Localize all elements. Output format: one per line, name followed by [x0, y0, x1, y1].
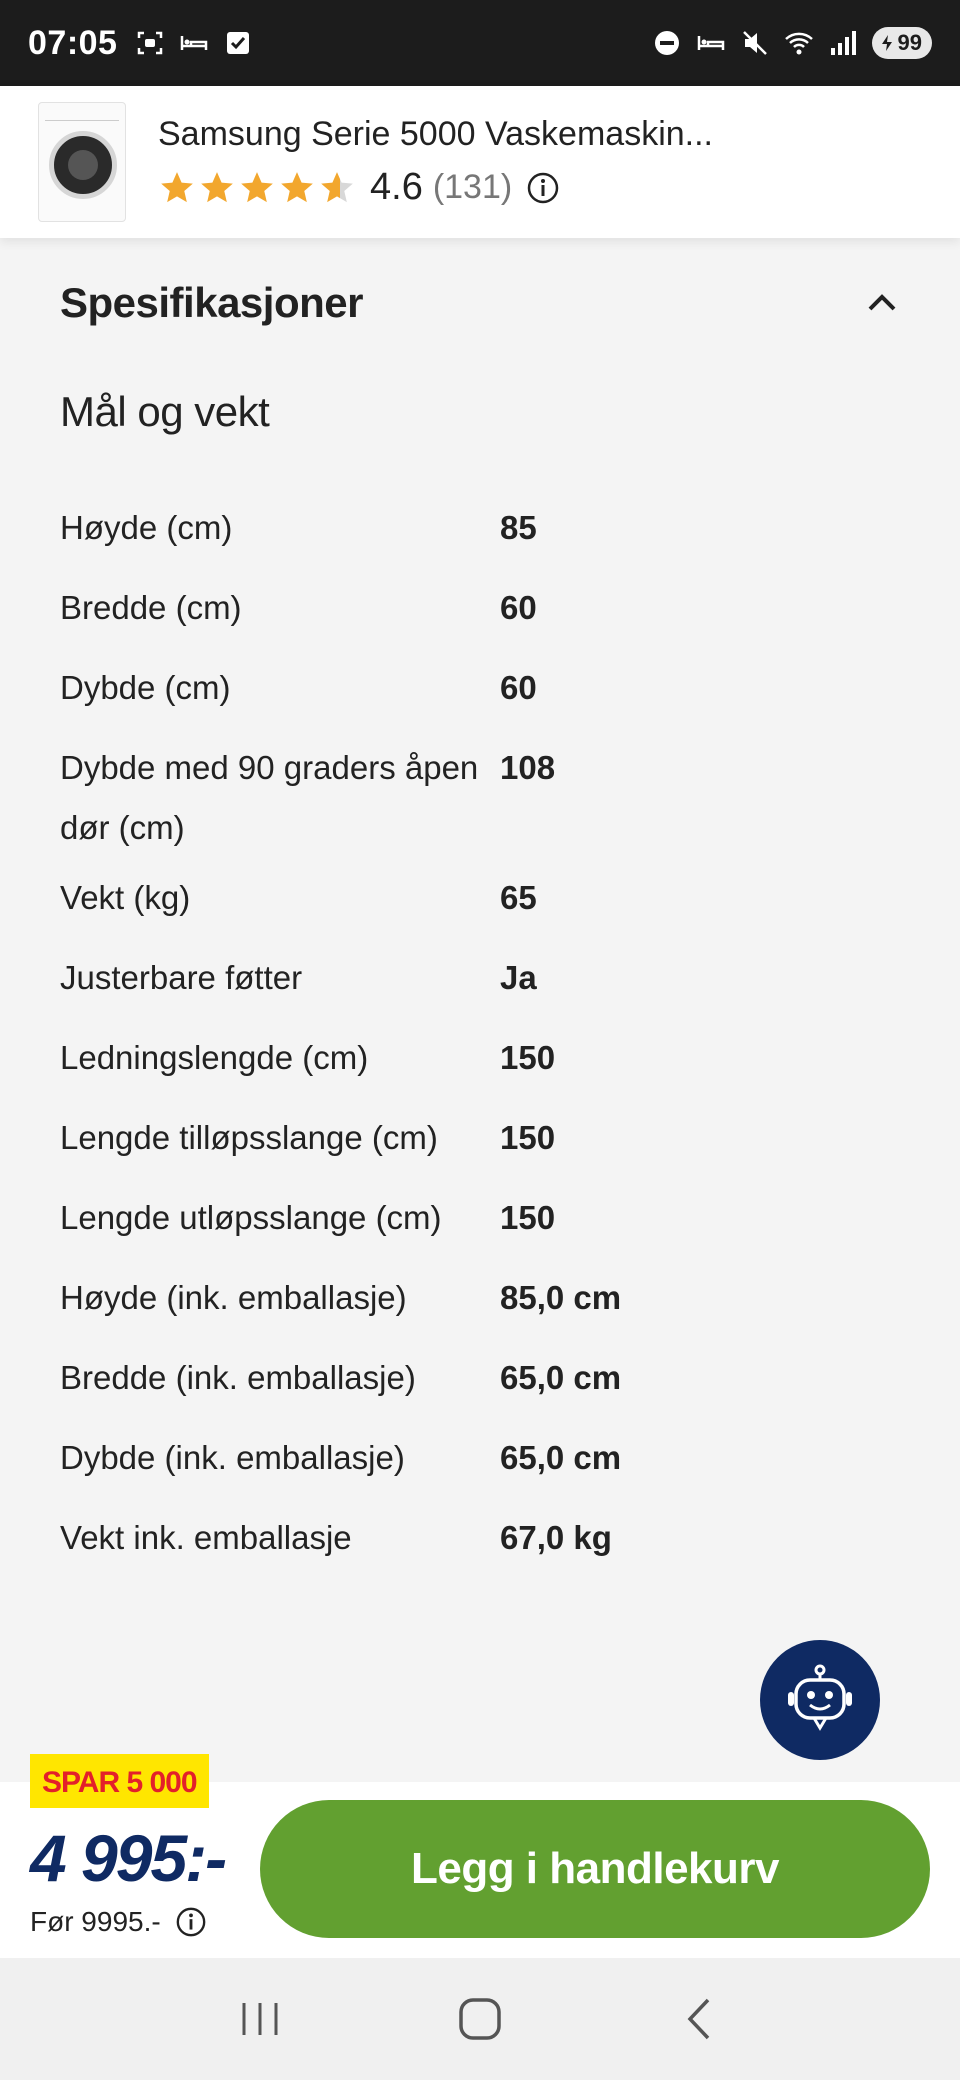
system-nav-bar [0, 1958, 960, 2080]
spec-label: Dybde med 90 graders åpen dør (cm) [60, 749, 479, 846]
sleep-icon [696, 28, 726, 58]
spec-value: 60 [500, 669, 537, 706]
spec-label: Bredde (cm) [60, 589, 242, 626]
spec-row [0, 1498, 960, 1578]
spec-label: Lengde tilløpsslange (cm) [60, 1119, 438, 1156]
screenshot-icon [135, 28, 165, 58]
product-title: Samsung Serie 5000 Vaskemaskin... [158, 115, 713, 153]
spec-row [0, 728, 960, 858]
robot-icon [780, 1660, 860, 1740]
spec-row [0, 938, 960, 1018]
info-icon[interactable] [526, 171, 560, 205]
star-icon [318, 169, 356, 207]
signal-icon [828, 28, 858, 58]
status-time: 07:05 [28, 23, 118, 62]
rating-count: (131) [432, 168, 513, 206]
spec-label: Vekt (kg) [60, 879, 191, 916]
spec-label: Ledningslengde (cm) [60, 1039, 369, 1076]
buy-bar [0, 1766, 960, 1958]
price-info-icon[interactable] [175, 1906, 207, 1938]
mute-icon [740, 28, 770, 58]
spec-row [0, 648, 960, 728]
spec-value: 65,0 cm [500, 1439, 622, 1476]
product-header-info [158, 115, 713, 209]
spec-label: Høyde (cm) [60, 509, 233, 546]
spec-value: 67,0 kg [500, 1519, 612, 1556]
spec-label: Dybde (ink. emballasje) [60, 1439, 405, 1476]
spec-value: 65,0 cm [500, 1359, 622, 1396]
spec-row [0, 1018, 960, 1098]
recents-button[interactable] [230, 1989, 290, 2049]
back-icon [680, 1996, 720, 2042]
spec-label: Høyde (ink. emballasje) [60, 1279, 407, 1316]
group-title: Mål og vekt [60, 388, 270, 435]
spec-table [0, 488, 960, 1578]
spec-label: Lengde utløpsslange (cm) [60, 1199, 442, 1236]
before-price: Før 9995.- [30, 1906, 161, 1937]
home-icon [457, 1996, 503, 2042]
status-bar [0, 0, 960, 86]
spec-row [0, 1178, 960, 1258]
spec-value: 60 [500, 589, 537, 626]
spec-row [0, 1258, 960, 1338]
wifi-icon [784, 28, 814, 58]
spec-row [0, 1098, 960, 1178]
specifications-header[interactable] [0, 238, 960, 368]
spec-label: Justerbare føtter [60, 959, 303, 996]
add-to-cart-button[interactable]: Legg i handlekurv [260, 1800, 930, 1938]
spec-value: 150 [500, 1039, 556, 1076]
section-title: Spesifikasjoner [60, 279, 363, 326]
star-icon [278, 169, 316, 207]
spec-value: 108 [500, 749, 556, 786]
star-rating [158, 169, 356, 207]
spec-value: 150 [500, 1119, 556, 1156]
status-left-icons [135, 28, 253, 58]
spec-value: 85,0 cm [500, 1279, 622, 1316]
battery-level: 99 [897, 30, 922, 55]
rating-value: 4.6 [370, 166, 423, 208]
star-icon [198, 169, 236, 207]
dnd-icon [652, 28, 682, 58]
chatbot-button[interactable] [760, 1640, 880, 1760]
before-price-row [30, 1906, 207, 1938]
back-button[interactable] [670, 1989, 730, 2049]
product-header[interactable] [0, 86, 960, 238]
spec-label: Bredde (ink. emballasje) [60, 1359, 416, 1396]
checkbox-icon [223, 28, 253, 58]
spec-row [0, 858, 960, 938]
product-thumbnail[interactable] [38, 102, 126, 222]
battery-indicator [872, 27, 932, 59]
spec-row [0, 488, 960, 568]
star-icon [238, 169, 276, 207]
spec-row [0, 1418, 960, 1498]
spec-row [0, 568, 960, 648]
price: 4 995:- [30, 1821, 226, 1895]
spec-row [0, 1338, 960, 1418]
chevron-up-icon[interactable] [864, 285, 900, 321]
spec-value: Ja [500, 959, 537, 996]
star-icon [158, 169, 196, 207]
sleep-icon [179, 28, 209, 58]
recents-icon [238, 1997, 282, 2041]
specifications-section [0, 238, 960, 1578]
rating-row[interactable] [158, 166, 713, 209]
home-button[interactable] [450, 1989, 510, 2049]
spec-value: 85 [500, 509, 537, 546]
discount-badge: SPAR 5 000 [30, 1754, 209, 1808]
spec-value: 65 [500, 879, 537, 916]
battery-icon [880, 34, 894, 52]
status-right-icons [652, 27, 932, 59]
spec-label: Vekt ink. emballasje [60, 1519, 352, 1556]
spec-value: 150 [500, 1199, 556, 1236]
spec-label: Dybde (cm) [60, 669, 231, 706]
